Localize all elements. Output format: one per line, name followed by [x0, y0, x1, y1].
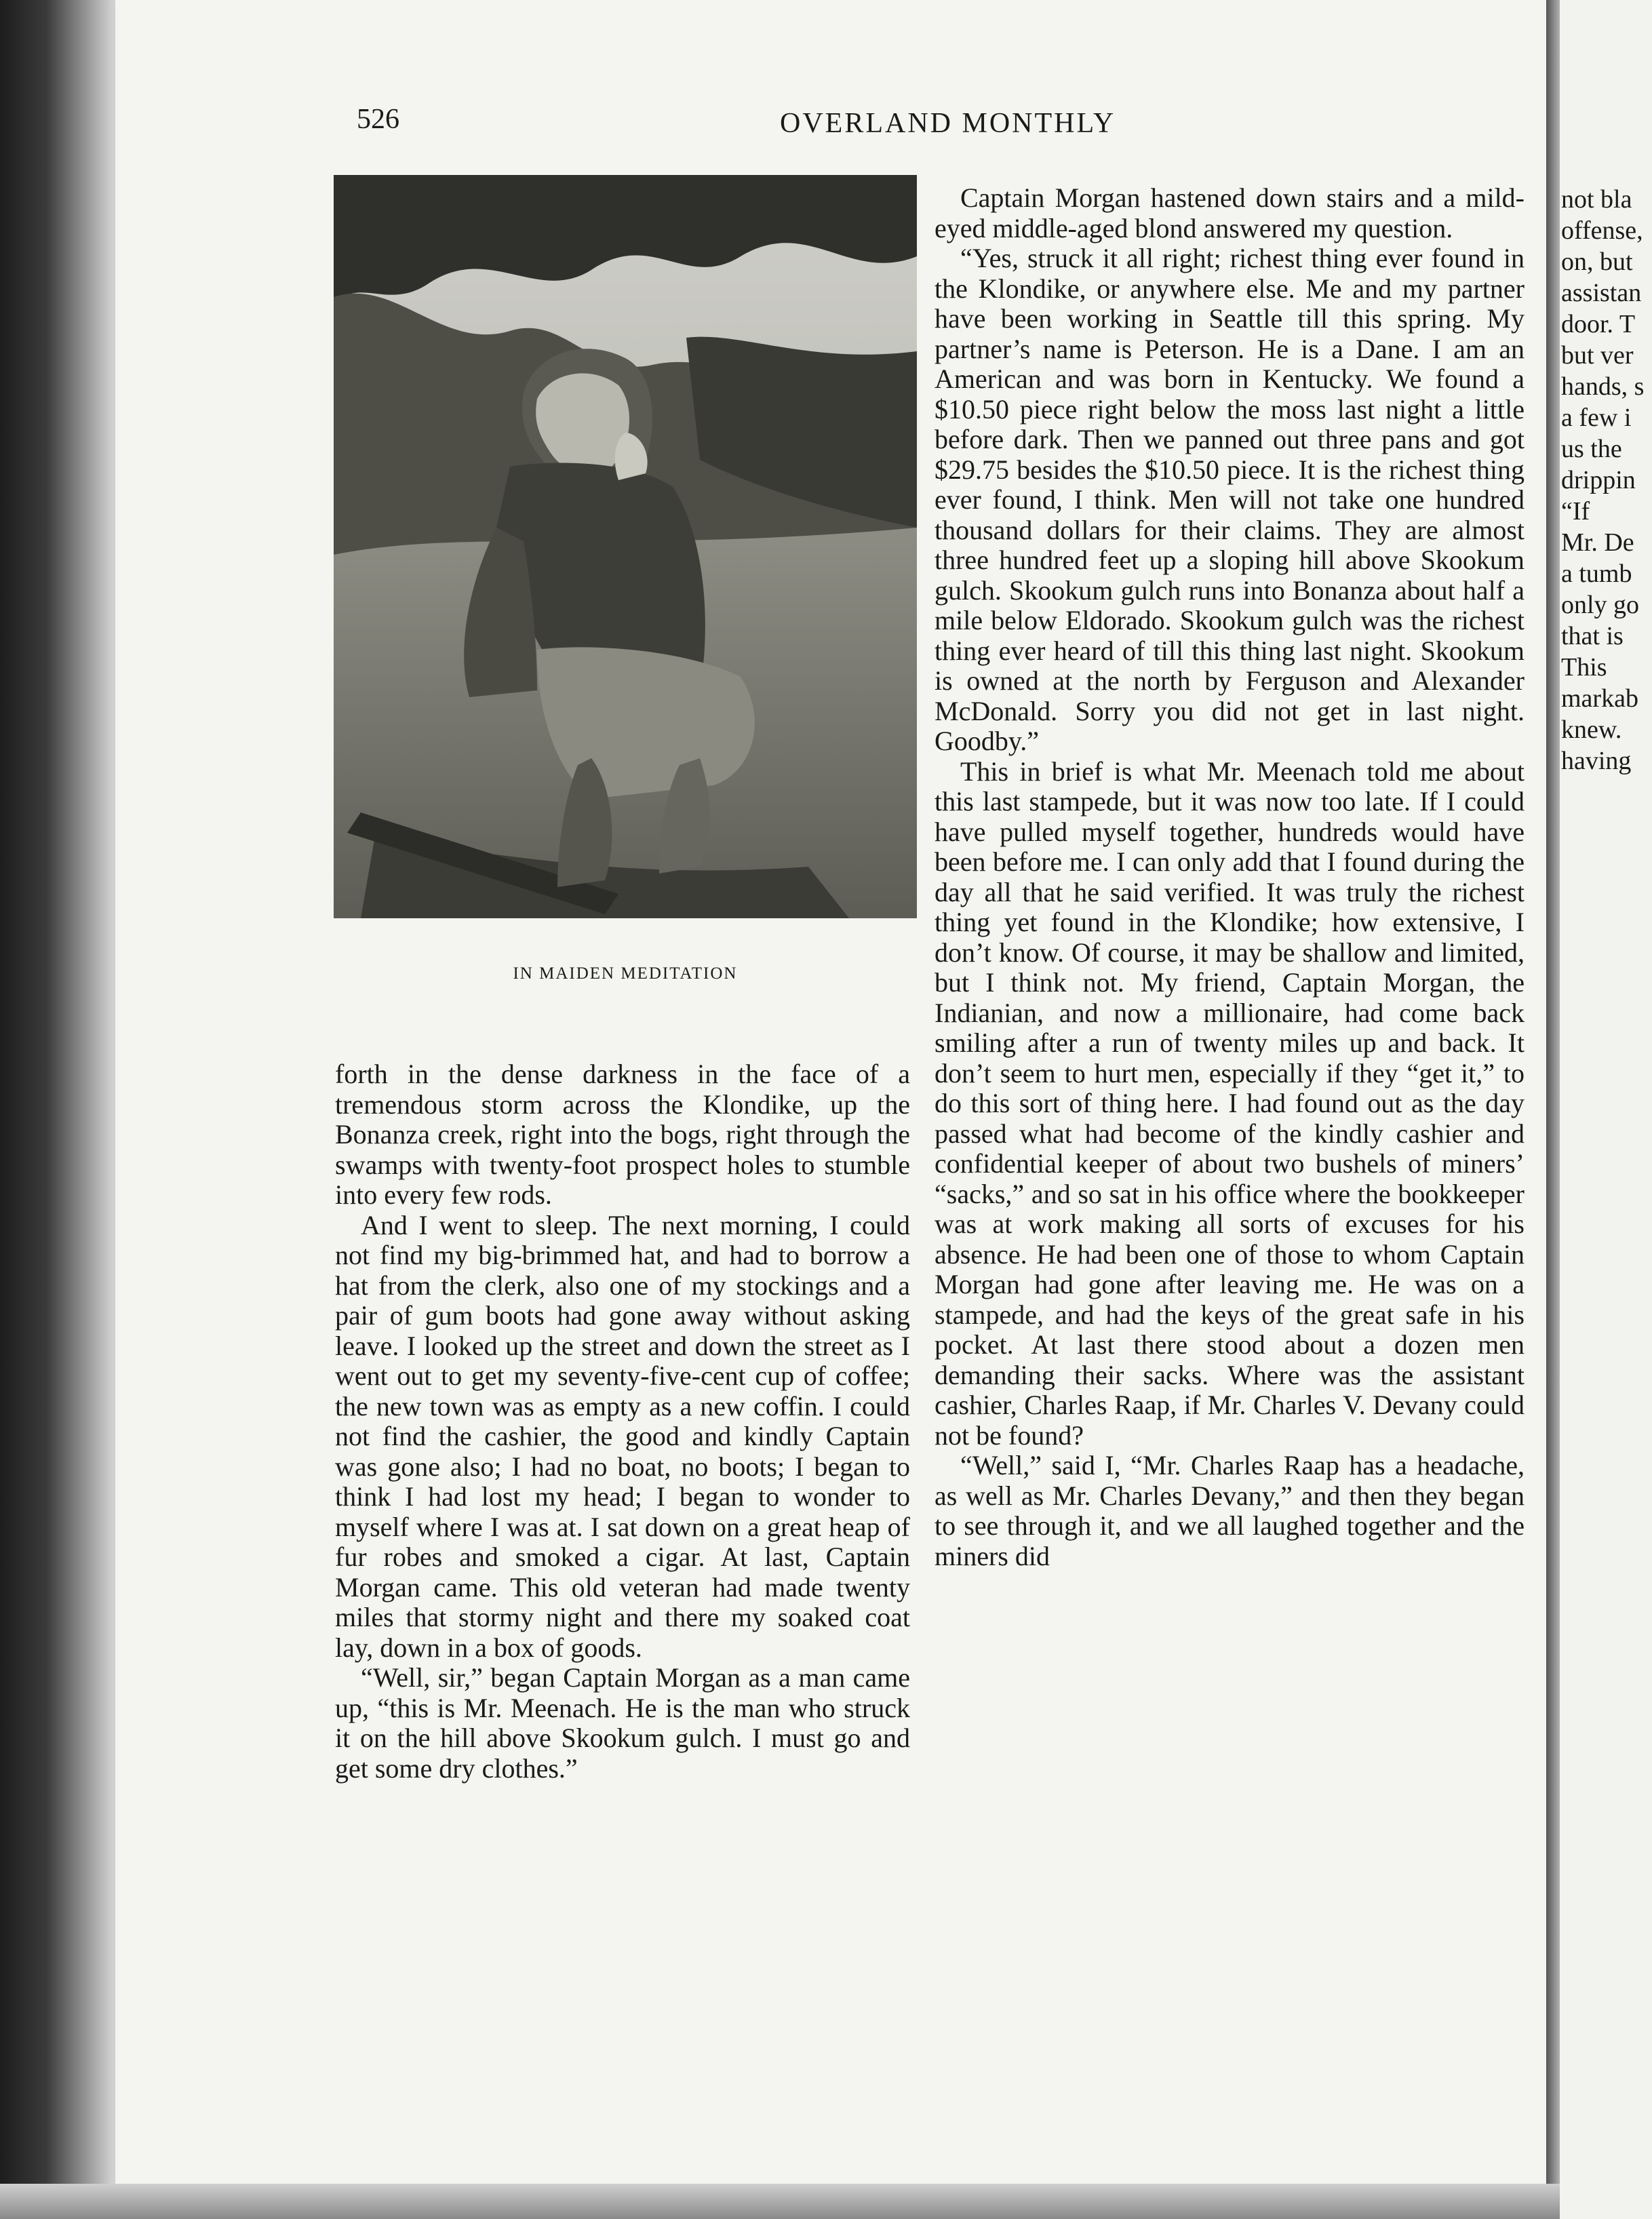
paragraph: forth in the dense darkness in the face of a tremendous storm across the Klondike, up the Bonanza creek, right into the bogs, right through the swamps with twenty-foot prospect holes to stumble into every few rods. [335, 1059, 910, 1210]
next-page-line: “If [1561, 497, 1590, 526]
page-number: 526 [357, 104, 399, 135]
scan-left-margin [0, 0, 115, 2219]
next-page-line: only go [1561, 591, 1640, 619]
scan-bottom-edge [0, 2184, 1560, 2219]
next-page-line: markab [1561, 684, 1638, 713]
next-page-line: a tumb [1561, 559, 1632, 588]
next-page-line: having [1561, 747, 1632, 775]
next-page-line: door. T [1561, 310, 1636, 338]
paragraph: “Well,” said I, “Mr. Charles Raap has a headache, as well as Mr. Charles Devany,” and then they began to see through it, and we all laughed together and the miners did [935, 1450, 1525, 1571]
paragraph: “Yes, struck it all right; richest thing ever found in the Klondike, or anywhere else. Me and my partner have been working in Seattle till this spring. My partner’s name is Peterson. He is a Dane. I am an American and was born in Kentucky. We found a $10.50 piece right below the moss last night a little before dark. Then we panned out three pans and got $29.75 besides the $10.50 piece. It is the richest thing ever found, I think. Men will not take one hundred thousand dollars for their claims. They are almost three hundred feet up a sloping hill above Skookum gulch. Skookum gulch runs into Bonanza about half a mile below Eldorado. Skookum gulch was the richest thing ever heard of till this thing last night. Skookum is owned at the north by Ferguson and Alexander McDonald. Sorry you did not get in last night. Goodby.” [935, 243, 1525, 756]
photograph-illustration [334, 175, 917, 918]
photo-caption: IN MAIDEN MEDITATION [513, 964, 738, 983]
paragraph: And I went to sleep. The next morning, I could not find my big-brimmed hat, and had to borrow a hat from the clerk, also one of my stockings and a pair of gum boots had gone away without asking leave. I looked up the street and down the street as I went out to get my seventy-five-cent cup of coffee; the new town was as empty as a new coffin. I could not find the cashier, the good and kindly Captain was gone also; I had no boat, no boots; I began to think I had lost my head; I began to wonder to myself where I was at. I sat down on a great heap of fur robes and smoked a cigar. At last, Captain Morgan came. This old veteran had made twenty miles that stormy night and there my soaked coat lay, down in a box of goods. [335, 1209, 910, 1663]
next-page-line: a few i [1561, 404, 1632, 432]
paragraph: “Well, sir,” began Captain Morgan as a man came up, “this is Mr. Meenach. He is the man who struck it on the hill above Skookum gulch. I must go and get some dry clothes.” [335, 1662, 910, 1784]
next-page-line: Mr. De [1561, 528, 1634, 557]
next-page-line: but ver [1561, 341, 1634, 370]
next-page-line: assistan [1561, 279, 1642, 307]
next-page-line: offense, [1561, 216, 1643, 245]
running-head: OVERLAND MONTHLY [780, 108, 1116, 139]
next-page-line: hands, s [1561, 372, 1645, 401]
next-page-fragment [1560, 0, 1652, 2219]
next-page-line: that is [1561, 622, 1624, 650]
photograph [334, 175, 917, 918]
paragraph: This in brief is what Mr. Meenach told me about this last stampede, but it was now too late. If I could have pulled myself together, hundreds would have been before me. I can only add that I found during the day all that he said verified. It was truly the richest thing yet found in the Klondike; how extensive, I don’t know. Of course, it may be shallow and limited, but I think not. My friend, Captain Morgan, the Indianian, and now a millionaire, had come back smiling after a run of twenty miles up and back. It don’t seem to hurt men, especially if they “get it,” to do this sort of thing here. I had found out as the day passed what had become of the kindly cashier and confidential keeper of about two bushels of miners’ “sacks,” and so sat in his office where the bookkeeper was at work making all sorts of excuses for his absence. He had been one of those to whom Captain Morgan had gone after leaving me. He was on a stampede, and had the keys of the great safe in his pocket. At last there stood about a dozen men demanding their sacks. Where was the assistant cashier, Charles Raap, if Mr. Charles V. Devany could not be found? [935, 755, 1525, 1451]
next-page-line: on, but [1561, 248, 1633, 276]
left-text-column [335, 1059, 910, 1784]
next-page-line: not bla [1561, 185, 1632, 214]
page-gutter [1546, 0, 1561, 2219]
next-page-line: drippin [1561, 466, 1636, 494]
paragraph: Captain Morgan hastened down stairs and a mild-eyed middle-aged blond answered my question. [935, 182, 1525, 243]
next-page-line: knew. [1561, 715, 1622, 744]
right-text-column [935, 183, 1525, 1571]
next-page-line: us the [1561, 435, 1622, 463]
next-page-line: This [1561, 653, 1607, 682]
